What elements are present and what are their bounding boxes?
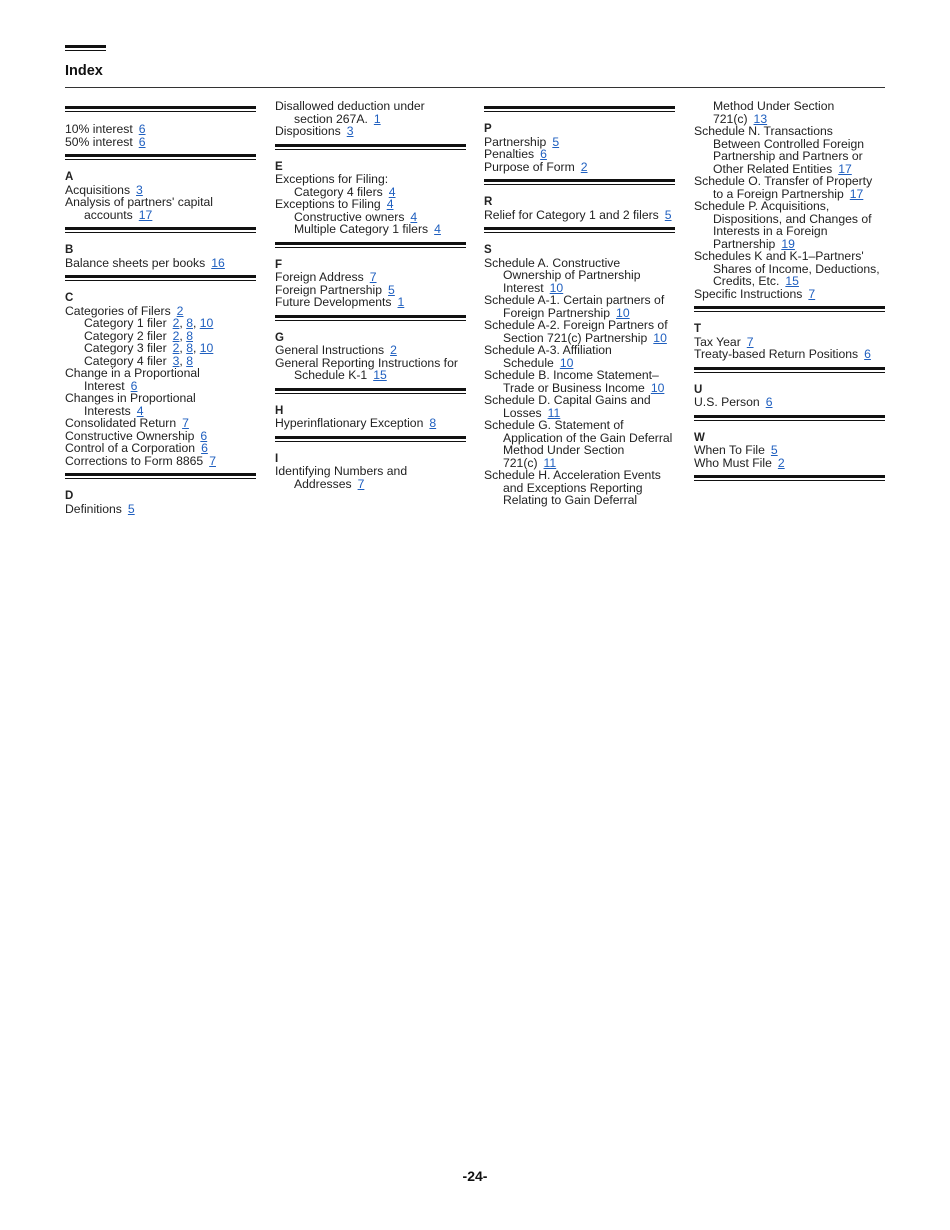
entry-text: Multiple Category 1 filers bbox=[294, 222, 429, 236]
entry-text: Changes in Proportional bbox=[65, 391, 196, 405]
index-section bbox=[275, 144, 466, 236]
entry-text: Specific Instructions bbox=[694, 286, 803, 301]
page-link[interactable]: 7 bbox=[808, 286, 816, 301]
entry-text: Partnership bbox=[484, 134, 547, 149]
section-divider bbox=[65, 227, 256, 233]
entry-text: Identifying Numbers and bbox=[275, 464, 408, 478]
index-section bbox=[694, 415, 885, 470]
entry-text: Interests bbox=[84, 403, 131, 418]
section-divider bbox=[275, 242, 466, 248]
page-link[interactable]: 7 bbox=[357, 476, 365, 491]
divider-thick bbox=[275, 315, 466, 318]
entry-text: Categories of Filers bbox=[65, 303, 171, 318]
page-link[interactable]: 10 bbox=[559, 355, 574, 370]
entry-text: Acquisitions bbox=[65, 182, 131, 197]
page-link[interactable]: 8 bbox=[186, 316, 193, 330]
entry-text: Consolidated Return bbox=[65, 416, 177, 430]
index-section bbox=[65, 227, 256, 269]
section-letter: S bbox=[484, 244, 492, 256]
page-separator: , bbox=[179, 316, 187, 330]
page-link[interactable]: 3 bbox=[346, 124, 354, 138]
section-divider bbox=[694, 306, 885, 312]
page-link[interactable]: 4 bbox=[388, 184, 396, 199]
section-divider bbox=[65, 106, 256, 112]
divider-thin bbox=[484, 184, 675, 185]
index-section bbox=[65, 154, 256, 221]
divider-thin bbox=[275, 393, 466, 394]
page-link[interactable]: 17 bbox=[838, 161, 852, 176]
index-section bbox=[484, 227, 675, 507]
page-link[interactable]: 1 bbox=[397, 295, 405, 309]
page-link[interactable]: 2 bbox=[172, 341, 180, 355]
divider-thick bbox=[65, 473, 256, 476]
divider-thin bbox=[694, 480, 885, 481]
entry-text: Category 4 filers bbox=[294, 184, 383, 199]
page-link[interactable]: 7 bbox=[369, 270, 377, 284]
page-link[interactable]: 19 bbox=[781, 236, 795, 251]
index-entry bbox=[275, 296, 466, 309]
index-entry bbox=[694, 396, 885, 409]
entry-text: 721(c) bbox=[713, 111, 748, 126]
entry-text: Relating to Gain Deferral bbox=[503, 493, 638, 507]
divider-thin bbox=[694, 420, 885, 421]
divider-thin bbox=[694, 372, 885, 373]
divider-thin bbox=[65, 111, 256, 112]
entry-text: Constructive owners bbox=[294, 209, 405, 224]
index-entry bbox=[65, 209, 256, 222]
divider-thin bbox=[694, 311, 885, 312]
header-decor-bar bbox=[65, 45, 106, 48]
index-entry bbox=[484, 494, 675, 507]
section-letter: P bbox=[484, 123, 492, 135]
divider-thin bbox=[484, 232, 675, 233]
entry-text: Disallowed deduction under bbox=[275, 99, 425, 113]
page-link[interactable]: 6 bbox=[201, 441, 208, 455]
section-divider bbox=[694, 475, 885, 481]
index-section bbox=[275, 436, 466, 491]
divider-thin bbox=[275, 320, 466, 321]
entry-text: Trade or Business Income bbox=[503, 380, 645, 395]
page-link[interactable]: 7 bbox=[746, 334, 754, 349]
section-letter: G bbox=[275, 331, 284, 344]
index-section bbox=[65, 106, 256, 148]
entry-text: accounts bbox=[84, 207, 133, 222]
page-link[interactable]: 6 bbox=[765, 395, 773, 409]
entry-text: Schedules K and K-1–Partners' bbox=[694, 249, 864, 263]
entry-text: General Instructions bbox=[275, 343, 385, 357]
entry-text: Foreign Address bbox=[275, 270, 364, 284]
entry-text: 50% interest bbox=[65, 134, 133, 149]
page-link[interactable]: 8 bbox=[186, 328, 193, 343]
entry-text: 721(c) bbox=[503, 455, 538, 470]
page-link[interactable]: 11 bbox=[543, 455, 557, 470]
entry-text: Shares of Income, Deductions, bbox=[713, 261, 880, 276]
entry-text: Analysis of partners' capital bbox=[65, 195, 213, 209]
entry-text: Credits, Etc. bbox=[713, 274, 780, 288]
section-letter: U bbox=[694, 383, 703, 396]
page-link[interactable]: 5 bbox=[770, 443, 778, 457]
divider-thick bbox=[275, 242, 466, 245]
entry-text: Method Under Section bbox=[713, 99, 835, 113]
divider-thick bbox=[65, 106, 256, 109]
section-letter: A bbox=[65, 171, 74, 183]
page-separator: , bbox=[192, 316, 200, 330]
divider-thin bbox=[275, 149, 466, 150]
page-link[interactable]: 10 bbox=[549, 280, 564, 295]
section-divider bbox=[694, 415, 885, 421]
page-link[interactable]: 1 bbox=[373, 111, 381, 126]
entry-text: Schedule H. Acceleration Events bbox=[484, 468, 661, 482]
page-link[interactable]: 2 bbox=[777, 455, 785, 470]
index-entry bbox=[275, 478, 466, 491]
divider-thin bbox=[275, 247, 466, 248]
page-link[interactable]: 5 bbox=[552, 134, 560, 149]
section-divider bbox=[275, 388, 466, 394]
entry-text: Partnership and Partners or bbox=[713, 149, 863, 163]
index-entry bbox=[65, 136, 256, 149]
index-section bbox=[694, 100, 885, 300]
divider-thick bbox=[484, 179, 675, 182]
index-section bbox=[275, 100, 466, 138]
index-column-3 bbox=[484, 100, 675, 507]
index-entry bbox=[275, 369, 466, 382]
page-separator: , bbox=[179, 353, 187, 368]
page-link[interactable]: 6 bbox=[864, 347, 871, 361]
entry-text: section 267A. bbox=[294, 111, 368, 126]
section-divider bbox=[65, 473, 256, 479]
divider-thick bbox=[65, 275, 256, 278]
entry-text: Application of the Gain Deferral bbox=[503, 430, 673, 445]
entry-text: Method Under Section bbox=[503, 443, 625, 457]
section-divider bbox=[275, 315, 466, 321]
index-section bbox=[694, 475, 885, 481]
divider-thick bbox=[275, 436, 466, 439]
entry-text: Category 1 filer bbox=[84, 316, 167, 330]
entry-text: Section 721(c) Partnership bbox=[503, 330, 648, 345]
divider-thick bbox=[694, 415, 885, 418]
section-divider bbox=[484, 227, 675, 233]
section-divider bbox=[484, 179, 675, 185]
entry-text: to a Foreign Partnership bbox=[713, 186, 844, 201]
divider-thick bbox=[65, 154, 256, 157]
divider-thin bbox=[484, 111, 675, 112]
header-divider bbox=[65, 87, 885, 88]
entry-text: Category 2 filer bbox=[84, 328, 167, 343]
page-separator: , bbox=[179, 341, 187, 355]
entry-text: Ownership of Partnership bbox=[503, 268, 641, 282]
entry-text: Purpose of Form bbox=[484, 159, 575, 174]
page-link[interactable]: 2 bbox=[390, 343, 397, 357]
divider-thick bbox=[275, 388, 466, 391]
divider-thin bbox=[65, 478, 256, 479]
page-link[interactable]: 2 bbox=[172, 328, 180, 343]
divider-thick bbox=[694, 306, 885, 309]
entry-text: Balance sheets per books bbox=[65, 255, 206, 270]
page-separator: , bbox=[179, 328, 187, 343]
entry-text: Other Related Entities bbox=[713, 161, 833, 176]
index-section bbox=[65, 275, 256, 467]
entry-text: Control of a Corporation bbox=[65, 441, 196, 455]
entry-text: Interests in a Foreign bbox=[713, 224, 828, 238]
page-link[interactable]: 7 bbox=[182, 416, 189, 430]
section-letter: W bbox=[694, 431, 705, 444]
index-column-4 bbox=[694, 100, 885, 492]
index-section bbox=[65, 473, 256, 515]
index-entry bbox=[694, 288, 885, 301]
page-link[interactable]: 3 bbox=[136, 182, 143, 197]
index-entry bbox=[65, 257, 256, 270]
page-link[interactable]: 8 bbox=[186, 341, 193, 355]
index-entry bbox=[484, 209, 675, 222]
entry-text: Schedule G. Statement of bbox=[484, 418, 624, 432]
page-link[interactable]: 17 bbox=[138, 207, 153, 222]
page-link[interactable]: 10 bbox=[653, 330, 667, 345]
page-link[interactable]: 4 bbox=[386, 197, 394, 211]
entry-text: Dispositions bbox=[275, 124, 341, 138]
entry-text: Tax Year bbox=[694, 334, 741, 349]
entry-text: Schedule A. Constructive bbox=[484, 255, 621, 270]
index-section bbox=[694, 367, 885, 409]
section-divider bbox=[484, 106, 675, 112]
section-divider bbox=[275, 144, 466, 150]
page-link[interactable]: 6 bbox=[138, 134, 146, 149]
page-number: -24- bbox=[462, 1168, 488, 1184]
entry-text: Schedule D. Capital Gains and bbox=[484, 393, 651, 407]
section-divider bbox=[65, 275, 256, 281]
page-link[interactable]: 6 bbox=[138, 122, 146, 136]
entry-text: Penalties bbox=[484, 147, 535, 161]
entry-text: Who Must File bbox=[694, 455, 772, 470]
divider-thick bbox=[694, 475, 885, 478]
section-divider bbox=[275, 436, 466, 442]
index-column-2 bbox=[275, 100, 466, 490]
page-title: Index bbox=[65, 63, 103, 79]
page-link[interactable]: 5 bbox=[388, 282, 395, 297]
entry-text: Addresses bbox=[294, 476, 352, 491]
page-link[interactable]: 3 bbox=[172, 353, 180, 368]
entry-text: Schedule A-1. Certain partners of bbox=[484, 293, 665, 307]
page-link[interactable]: 4 bbox=[136, 403, 144, 418]
index-section bbox=[694, 306, 885, 361]
entry-text: Interest bbox=[503, 280, 544, 295]
entry-text: Foreign Partnership bbox=[503, 305, 611, 320]
divider-thick bbox=[65, 227, 256, 230]
entry-text: Schedule K-1 bbox=[294, 368, 368, 382]
entry-text: Future Developments bbox=[275, 295, 392, 309]
entry-text: Treaty-based Return Positions bbox=[694, 347, 859, 361]
section-letter: D bbox=[65, 490, 74, 502]
index-section bbox=[484, 179, 675, 221]
entry-text: Category 4 filer bbox=[84, 353, 167, 368]
divider-thin bbox=[65, 232, 256, 233]
section-letter: R bbox=[484, 196, 493, 208]
divider-thick bbox=[484, 106, 675, 109]
divider-thick bbox=[484, 227, 675, 230]
divider-thin bbox=[275, 441, 466, 442]
index-section bbox=[275, 315, 466, 382]
index-section bbox=[275, 388, 466, 430]
index-entry bbox=[694, 457, 885, 470]
page-link[interactable]: 6 bbox=[130, 378, 138, 393]
section-letter: E bbox=[275, 160, 283, 173]
entry-text: Schedule B. Income Statement– bbox=[484, 368, 659, 382]
section-letter: C bbox=[65, 292, 74, 304]
page-link[interactable]: 4 bbox=[410, 209, 418, 224]
index-column-1 bbox=[65, 100, 256, 515]
divider-thin bbox=[65, 280, 256, 281]
page-link[interactable]: 8 bbox=[429, 416, 437, 430]
page-link[interactable]: 7 bbox=[209, 453, 216, 468]
entry-text: Schedule bbox=[503, 355, 554, 370]
entry-text: Definitions bbox=[65, 501, 122, 516]
entry-text: Interest bbox=[84, 378, 125, 393]
section-letter: F bbox=[275, 258, 283, 271]
entry-text: and Exceptions Reporting bbox=[503, 480, 643, 495]
index-entry bbox=[484, 161, 675, 174]
index-entry bbox=[275, 223, 466, 236]
page-link[interactable]: 10 bbox=[650, 380, 665, 395]
section-divider bbox=[694, 367, 885, 373]
index-entry bbox=[65, 455, 256, 468]
section-divider bbox=[65, 154, 256, 160]
divider-thick bbox=[694, 367, 885, 370]
entry-text: 10% interest bbox=[65, 122, 133, 136]
section-letter: T bbox=[694, 323, 702, 335]
entry-text: Change in a Proportional bbox=[65, 366, 200, 380]
entry-text: Category 3 filer bbox=[84, 341, 167, 355]
page-link[interactable]: 10 bbox=[616, 305, 630, 320]
page-link[interactable]: 5 bbox=[664, 207, 672, 222]
page-link[interactable]: 13 bbox=[753, 111, 768, 126]
index-entry bbox=[65, 503, 256, 516]
page-link[interactable]: 15 bbox=[785, 274, 799, 288]
page-link[interactable]: 11 bbox=[547, 405, 561, 420]
entry-text: Relief for Category 1 and 2 filers bbox=[484, 207, 659, 222]
page-link[interactable]: 6 bbox=[540, 147, 547, 161]
entry-text: General Reporting Instructions for bbox=[275, 355, 458, 370]
page-link[interactable]: 2 bbox=[580, 159, 588, 174]
entry-text: Hyperinflationary Exception bbox=[275, 416, 424, 430]
page-link[interactable]: 2 bbox=[176, 303, 184, 318]
entry-text: Partnership bbox=[713, 236, 776, 251]
page-link[interactable]: 4 bbox=[434, 222, 441, 236]
entry-text: Schedule A-2. Foreign Partners of bbox=[484, 318, 668, 332]
section-letter: B bbox=[65, 244, 74, 256]
page-link[interactable]: 2 bbox=[172, 316, 180, 330]
header-decor-bar-thin bbox=[65, 50, 106, 51]
entry-text: U.S. Person bbox=[694, 395, 760, 409]
page-link[interactable]: 10 bbox=[199, 341, 214, 355]
index-entry bbox=[275, 417, 466, 430]
index-section bbox=[484, 106, 675, 173]
entry-text: Schedule O. Transfer of Property bbox=[694, 174, 873, 188]
entry-text: Losses bbox=[503, 405, 542, 420]
page-link[interactable]: 10 bbox=[199, 316, 214, 330]
page-link[interactable]: 15 bbox=[373, 368, 387, 382]
entry-text: Constructive Ownership bbox=[65, 428, 195, 443]
page-separator: , bbox=[192, 341, 200, 355]
divider-thick bbox=[275, 144, 466, 147]
section-letter: H bbox=[275, 404, 284, 417]
index-section bbox=[275, 242, 466, 309]
entry-text: Corrections to Form 8865 bbox=[65, 453, 204, 468]
entry-text: Exceptions for Filing: bbox=[275, 172, 389, 186]
entry-text: Dispositions, and Changes of bbox=[713, 211, 872, 226]
entry-text: Foreign Partnership bbox=[275, 282, 383, 297]
entry-text: Schedule N. Transactions bbox=[694, 124, 833, 138]
index-entry bbox=[694, 348, 885, 361]
entry-text: Exceptions to Filing bbox=[275, 197, 381, 211]
page-link[interactable]: 6 bbox=[200, 428, 208, 443]
page-link[interactable]: 17 bbox=[849, 186, 864, 201]
entry-text: Between Controlled Foreign bbox=[713, 136, 865, 151]
entry-text: When To File bbox=[694, 443, 765, 457]
entry-text: Schedule P. Acquisitions, bbox=[694, 199, 830, 213]
section-letter: I bbox=[275, 452, 279, 465]
index-entry bbox=[275, 125, 466, 138]
page-link[interactable]: 5 bbox=[127, 501, 135, 516]
divider-thin bbox=[65, 159, 256, 160]
page-link[interactable]: 16 bbox=[211, 255, 225, 270]
page-link[interactable]: 8 bbox=[186, 353, 193, 368]
entry-text: Schedule A-3. Affiliation bbox=[484, 343, 612, 357]
